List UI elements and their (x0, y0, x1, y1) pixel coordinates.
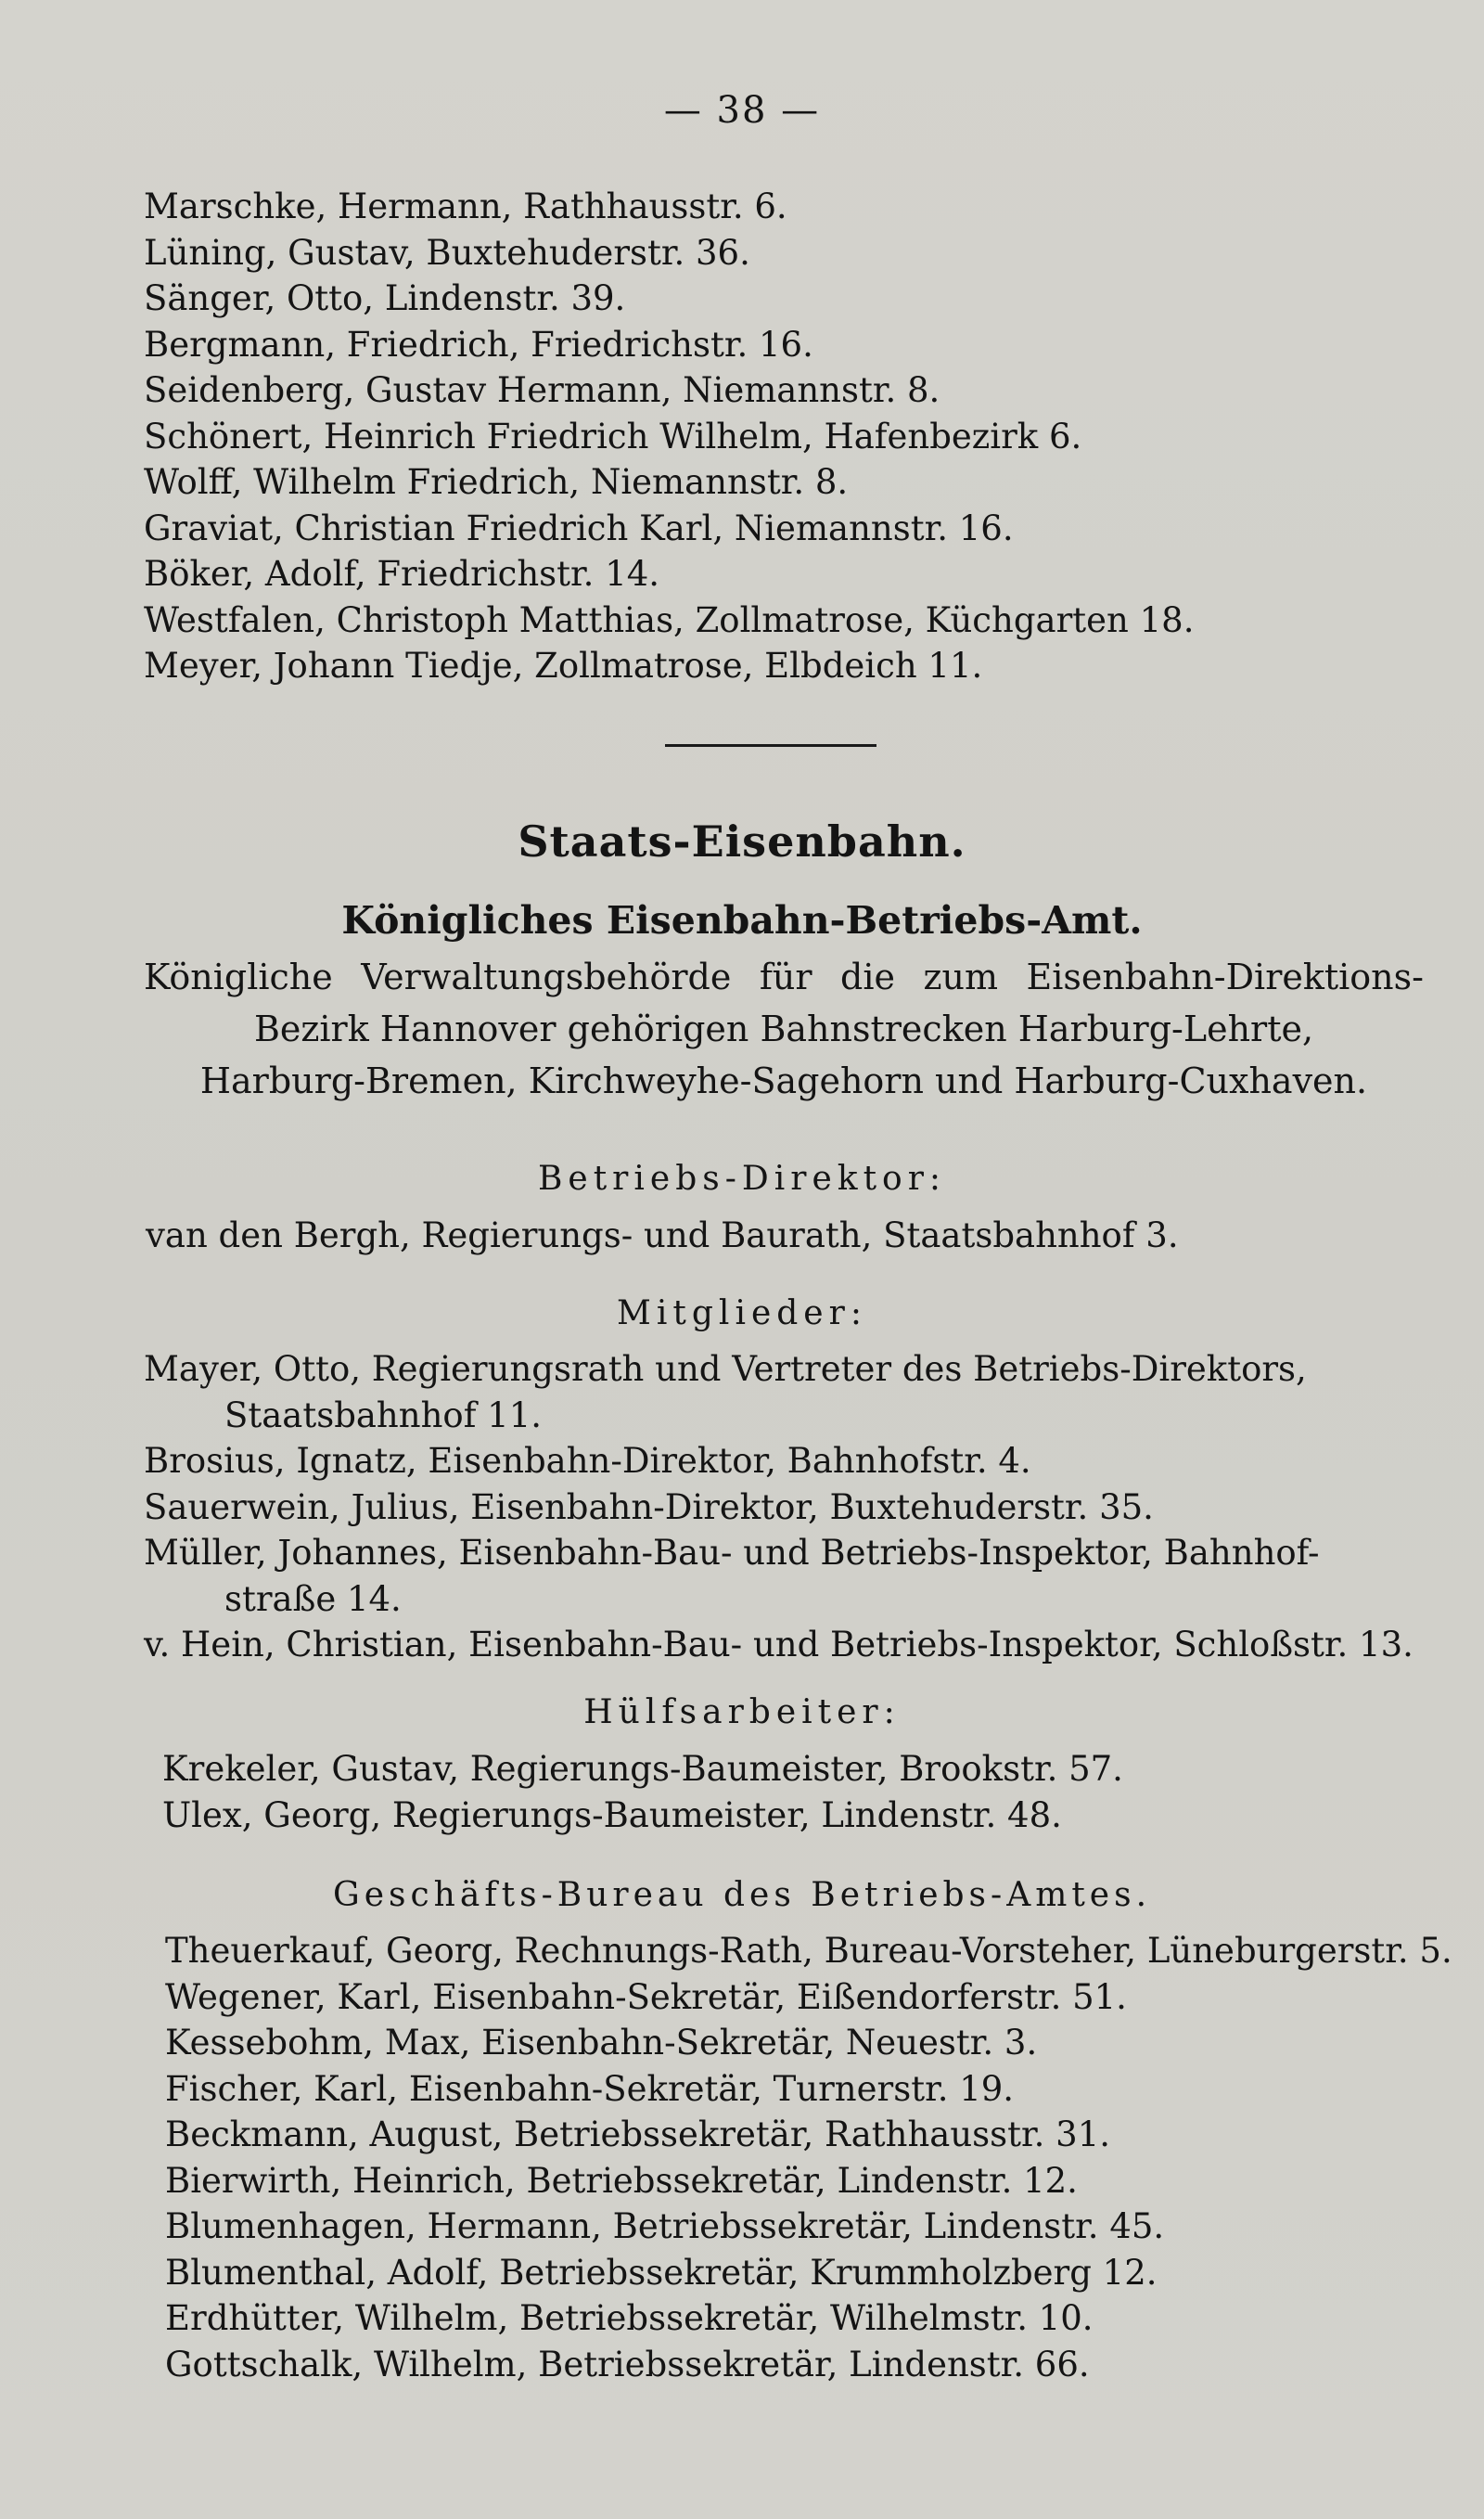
list-item: Bergmann, Friedrich, Friedrichstr. 16. (144, 324, 813, 365)
list-item: Schönert, Heinrich Friedrich Wilhelm, Hafenbezirk 6. (144, 416, 1082, 456)
top-entries-list (144, 184, 1424, 689)
list-item: Wolff, Wilhelm Friedrich, Niemannstr. 8. (144, 462, 849, 502)
list-item: Brosius, Ignatz, Eisenbahn-Direktor, Bahnhofstr. 4. (144, 1441, 1031, 1481)
list-item: Beckmann, August, Betriebssekretär, Rathhausstr. 31. (165, 2114, 1111, 2154)
list-item: Erdhütter, Wilhelm, Betriebssekretär, Wilhelmstr. 10. (165, 2298, 1094, 2338)
assistants-heading: Hülfsarbeiter: (583, 1693, 901, 1731)
list-item: Graviat, Christian Friedrich Karl, Niemannstr. 16. (144, 508, 1014, 548)
description-line: Bezirk Hannover gehörigen Bahnstrecken Harburg-Lehrte, (253, 1009, 1314, 1049)
description-line: Harburg-Bremen, Kirchweyhe-Sagehorn und Harburg-Cuxhaven. (199, 1060, 1368, 1101)
members-list (144, 1346, 1424, 1668)
bureau-heading: Geschäfts-Bureau des Betriebs-Amtes. (332, 1876, 1152, 1914)
list-item: Wegener, Karl, Eisenbahn-Sekretär, Eißendorferstr. 51. (165, 1976, 1127, 2017)
list-item: Marschke, Hermann, Rathhausstr. 6. (144, 186, 787, 226)
list-item: Sänger, Otto, Lindenstr. 39. (144, 278, 626, 318)
list-item: Lüning, Gustav, Buxtehuderstr. 36. (144, 232, 750, 273)
list-item: Fischer, Karl, Eisenbahn-Sekretär, Turnerstr. 19. (165, 2068, 1015, 2109)
list-item: Gottschalk, Wilhelm, Betriebssekretär, Lindenstr. 66. (165, 2344, 1090, 2384)
list-item: Sauerwein, Julius, Eisenbahn-Direktor, Buxtehuderstr. 35. (144, 1486, 1154, 1527)
section-title: Staats-Eisenbahn. (518, 816, 966, 867)
section-divider (665, 744, 876, 747)
list-item: Kessebohm, Max, Eisenbahn-Sekretär, Neuestr. 3. (165, 2023, 1038, 2063)
assistants-list (162, 1746, 1442, 1838)
office-description (144, 951, 1424, 1107)
director-heading: Betriebs-Direktor: (537, 1160, 947, 1198)
list-item: straße 14. (224, 1578, 402, 1619)
list-item: Westfalen, Christoph Matthias, Zollmatrose, Küchgarten 18. (144, 599, 1195, 640)
list-item: Meyer, Johann Tiedje, Zollmatrose, Elbdeich 11. (144, 646, 983, 686)
list-item: Krekeler, Gustav, Regierungs-Baumeister, Brookstr. 57. (162, 1749, 1123, 1789)
director-section (144, 1213, 1424, 1259)
list-item: Seidenberg, Gustav Hermann, Niemannstr. 8. (144, 370, 940, 410)
list-item: Blumenthal, Adolf, Betriebssekretär, Krummholzberg 12. (165, 2252, 1158, 2293)
description-line: Königliche Verwaltungsbehörde für die zum Eisenbahn-Direktions- (144, 957, 1424, 997)
list-item: v. Hein, Christian, Eisenbahn-Bau- und Betriebs-Inspektor, Schloßstr. 13. (144, 1625, 1414, 1664)
list-item: Theuerkauf, Georg, Rechnungs-Rath, Bureau-Vorsteher, Lüneburgerstr. 5. (165, 1931, 1452, 1971)
page-number: — 38 — (663, 89, 821, 132)
list-item: Blumenhagen, Hermann, Betriebssekretär, Lindenstr. 45. (165, 2206, 1165, 2246)
list-item: Bierwirth, Heinrich, Betriebssekretär, Lindenstr. 12. (165, 2160, 1078, 2201)
list-item: Müller, Johannes, Eisenbahn-Bau- und Betriebs-Inspektor, Bahnhof- (144, 1533, 1320, 1573)
list-item: Mayer, Otto, Regierungsrath und Vertreter des Betriebs-Direktors, (144, 1349, 1307, 1389)
list-item: Staatsbahnhof 11. (224, 1394, 542, 1435)
members-heading: Mitglieder: (617, 1294, 867, 1332)
director-entry: van den Bergh, Regierungs- und Baurath, Staatsbahnhof 3. (146, 1215, 1179, 1255)
list-item: Böker, Adolf, Friedrichstr. 14. (144, 554, 660, 594)
office-title: Königliches Eisenbahn-Betriebs-Amt. (341, 898, 1143, 943)
list-item: Ulex, Georg, Regierungs-Baumeister, Lindenstr. 48. (162, 1794, 1062, 1835)
bureau-list (165, 1928, 1452, 2387)
